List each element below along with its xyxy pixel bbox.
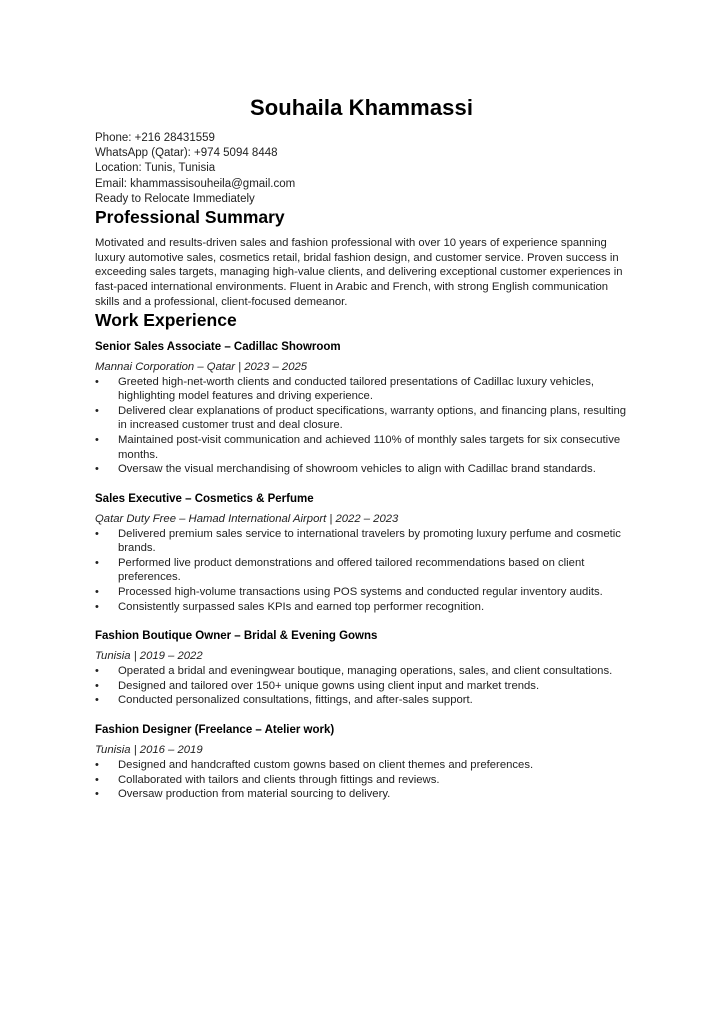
job-bullet bbox=[95, 787, 633, 802]
contact-email: Email: khammassisouheila@gmail.com bbox=[95, 177, 296, 190]
bullet-icon: • bbox=[95, 679, 99, 692]
job-bullet-text: Delivered premium sales service to international travelers by promoting luxury perfume and cosmetic brands. bbox=[118, 527, 621, 555]
job-entry bbox=[95, 724, 628, 802]
bullet-icon: • bbox=[95, 404, 99, 417]
job-bullet-text: Designed and handcrafted custom gowns based on client themes and preferences. bbox=[118, 759, 534, 772]
bullet-icon: • bbox=[95, 773, 99, 786]
work-experience-list bbox=[95, 341, 628, 802]
job-bullet-text: Maintained post-visit communication and achieved 110% of monthly sales targets for six consecutive months. bbox=[118, 433, 621, 461]
job-entry bbox=[95, 630, 628, 708]
job-company-dates: Tunisia | 2016 – 2019 bbox=[95, 744, 203, 757]
bullet-icon: • bbox=[95, 463, 99, 476]
job-bullet bbox=[95, 600, 633, 615]
bullet-icon: • bbox=[95, 600, 99, 613]
bullet-icon: • bbox=[95, 586, 99, 599]
contact-whatsapp: WhatsApp (Qatar): +974 5094 8448 bbox=[95, 147, 278, 160]
job-bullet-text: Oversaw the visual merchandising of showroom vehicles to align with Cadillac brand standards. bbox=[118, 463, 596, 476]
job-bullet-text: Oversaw production from material sourcing to delivery. bbox=[118, 788, 391, 801]
job-bullet-text: Conducted personalized consultations, fittings, and after-sales support. bbox=[118, 694, 473, 707]
job-title: Fashion Boutique Owner – Bridal & Evening Gowns bbox=[95, 630, 378, 643]
job-bullet bbox=[95, 585, 633, 600]
contact-relocate: Ready to Relocate Immediately bbox=[95, 192, 255, 205]
job-bullet-list bbox=[95, 527, 628, 615]
job-company-dates: Qatar Duty Free – Hamad International Airport | 2022 – 2023 bbox=[95, 512, 399, 525]
job-bullet bbox=[95, 375, 633, 404]
job-bullet-text: Processed high-volume transactions using POS systems and conducted regular inventory audits. bbox=[118, 586, 603, 599]
job-title: Fashion Designer (Freelance – Atelier work) bbox=[95, 724, 335, 737]
job-bullet bbox=[95, 758, 633, 773]
job-bullet bbox=[95, 433, 633, 462]
job-bullet-text: Collaborated with tailors and clients through fittings and reviews. bbox=[118, 773, 440, 786]
job-bullet-text: Delivered clear explanations of product specifications, warranty options, and financing plans, resulting in increased customer trust and deal closure. bbox=[118, 404, 627, 432]
bullet-icon: • bbox=[95, 665, 99, 678]
bullet-icon: • bbox=[95, 433, 99, 446]
job-entry bbox=[95, 493, 628, 615]
job-bullet-text: Designed and tailored over 150+ unique gowns using client input and market trends. bbox=[118, 679, 540, 692]
job-bullet bbox=[95, 556, 633, 585]
contact-phone: Phone: +216 28431559 bbox=[95, 132, 215, 144]
contact-block bbox=[95, 131, 628, 207]
job-bullet bbox=[95, 404, 633, 433]
job-bullet-list bbox=[95, 758, 628, 802]
summary-text: Motivated and results-driven sales and fashion professional with over 10 years of experience spanning luxury automotive sales, cosmetics retail, bridal fashion design, and customer service. Proven success in exceeding sales targets, managing high-value clients, and delivering exceptional customer experiences in fast-paced international environments. Fluent in Arabic and French, with strong English communication skills and a professional, client-focused demeanor. bbox=[95, 237, 623, 308]
job-bullet-text: Operated a bridal and eveningwear boutique, managing operations, sales, and client consultations. bbox=[118, 665, 613, 678]
job-bullet bbox=[95, 773, 633, 788]
bullet-icon: • bbox=[95, 788, 99, 801]
job-bullet-text: Consistently surpassed sales KPIs and earned top performer recognition. bbox=[118, 600, 485, 613]
job-bullet bbox=[95, 693, 633, 708]
job-company-dates: Tunisia | 2019 – 2022 bbox=[95, 650, 203, 663]
job-title: Senior Sales Associate – Cadillac Showroom bbox=[95, 340, 341, 353]
job-bullet-list bbox=[95, 664, 628, 708]
contact-location: Location: Tunis, Tunisia bbox=[95, 162, 216, 175]
job-bullet-text: Greeted high-net-worth clients and conducted tailored presentations of Cadillac luxury vehicles, highlighting model features and driving experience. bbox=[118, 375, 594, 403]
bullet-icon: • bbox=[95, 759, 99, 772]
job-bullet bbox=[95, 462, 633, 477]
summary-heading: Professional Summary bbox=[95, 207, 285, 228]
bullet-icon: • bbox=[95, 375, 99, 388]
job-title: Sales Executive – Cosmetics & Perfume bbox=[95, 492, 314, 505]
job-bullet-list bbox=[95, 375, 628, 477]
bullet-icon: • bbox=[95, 556, 99, 569]
job-entry bbox=[95, 341, 628, 477]
job-bullet bbox=[95, 679, 633, 694]
job-bullet bbox=[95, 664, 633, 679]
candidate-name: Souhaila Khammassi bbox=[249, 95, 474, 120]
job-bullet bbox=[95, 527, 633, 556]
bullet-icon: • bbox=[95, 527, 99, 540]
bullet-icon: • bbox=[95, 694, 99, 707]
job-bullet-text: Performed live product demonstrations and offered tailored recommendations based on client preferences. bbox=[118, 556, 585, 584]
work-heading: Work Experience bbox=[95, 309, 237, 330]
job-company-dates: Mannai Corporation – Qatar | 2023 – 2025 bbox=[95, 360, 308, 373]
